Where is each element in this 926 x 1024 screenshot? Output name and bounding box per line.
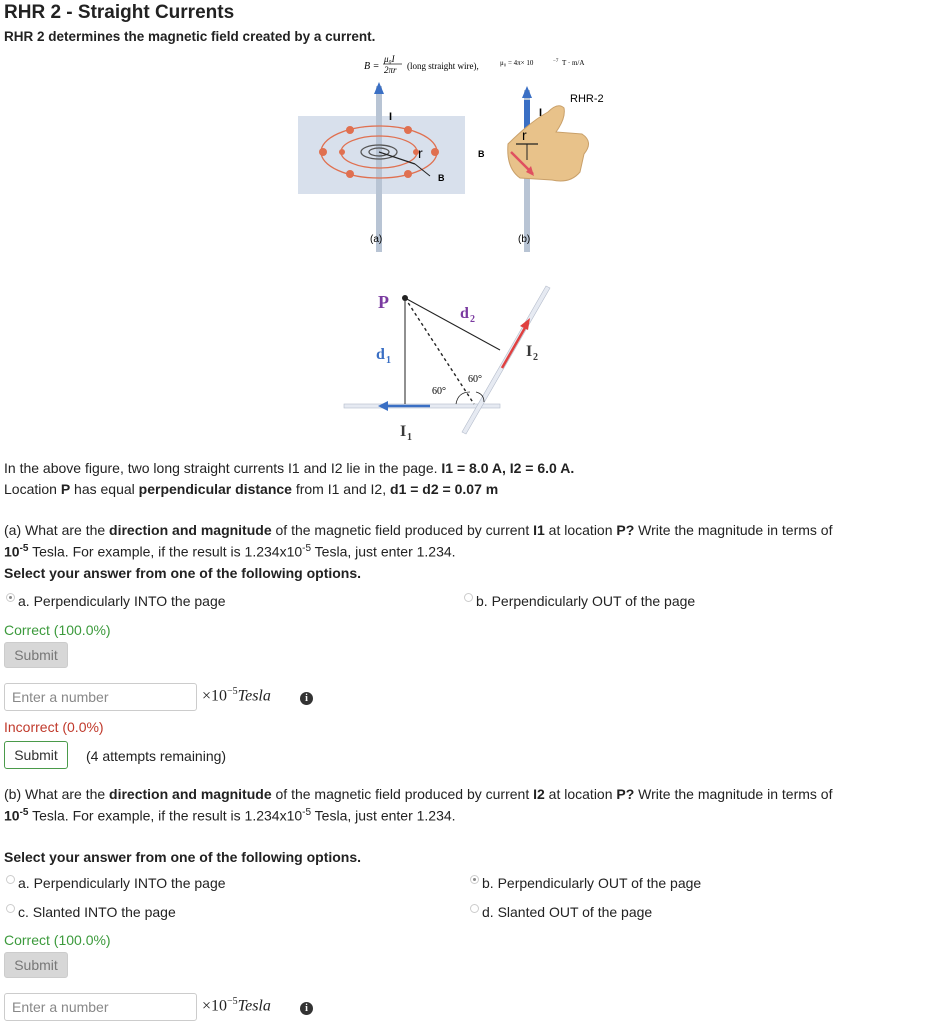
question-b-line-1: (b) What are the direction and magnitude of the magnetic field produced by current I2 at location P? Write the magnitude in terms of — [4, 786, 833, 802]
mu0-value: μ₀ = 4π× 10 — [500, 59, 534, 67]
status-a-direction: Correct (100.0%) — [4, 622, 111, 638]
page-title: RHR 2 - Straight Currents — [4, 2, 235, 23]
rhr-figure — [290, 52, 640, 252]
label-r-b: r — [522, 127, 527, 143]
page-subtitle: RHR 2 determines the magnetic field created by a current. — [4, 29, 376, 44]
label-I-a: I — [389, 111, 393, 123]
label-I2-sub: 2 — [533, 352, 538, 363]
problem-line-1: In the above figure, two long straight currents I1 and I2 lie in the page. I1 = 8.0 A, I2 = 6.0 A. — [4, 460, 575, 476]
label-d1: d — [376, 346, 385, 363]
info-icon[interactable]: i — [300, 692, 313, 705]
status-a-magnitude: Incorrect (0.0%) — [4, 719, 104, 735]
label-d2-sub: 2 — [470, 314, 475, 325]
magnitude-a-input[interactable]: Enter a number — [4, 683, 197, 711]
submit-a-direction-button[interactable]: Submit — [4, 642, 68, 668]
select-prompt-a: Select your answer from one of the following options. — [4, 565, 362, 581]
label-d2: d — [460, 305, 469, 322]
mu0-unit: T · m/A — [562, 59, 585, 67]
label-B-b: B — [478, 149, 485, 159]
radio-a-option-b[interactable] — [464, 593, 473, 602]
currents-diagram — [330, 280, 570, 450]
label-I2: I — [526, 343, 533, 360]
option-a-b-label[interactable]: b. Perpendicularly OUT of the page — [476, 593, 696, 609]
unit-a: $\times 10^{-5}Tesla$ — [202, 686, 271, 705]
radio-b-option-c[interactable] — [6, 904, 15, 913]
rhr-diagram — [290, 52, 640, 252]
option-b-c-label[interactable]: c. Slanted INTO the page — [18, 904, 176, 920]
angle-right: 60° — [468, 374, 482, 385]
hand — [508, 106, 589, 181]
current-arrow-I1 — [378, 401, 388, 411]
rhr-label: RHR-2 — [570, 93, 604, 105]
label-I1-sub: 1 — [407, 432, 412, 443]
option-b-a-label[interactable]: a. Perpendicularly INTO the page — [18, 875, 226, 891]
angle-left: 60° — [432, 386, 446, 397]
option-b-d-label[interactable]: d. Slanted OUT of the page — [482, 904, 653, 920]
current-arrow-a — [374, 82, 384, 94]
magnitude-b-input[interactable]: Enter a number — [4, 993, 197, 1021]
unit-b: $\times 10^{-5}Tesla$ — [202, 996, 271, 1015]
formula-description: (long straight wire), — [407, 61, 479, 71]
problem-line-2: Location P has equal perpendicular distance from I1 and I2, d1 = d2 = 0.07 m — [4, 481, 499, 497]
option-a-a-label[interactable]: a. Perpendicularly INTO the page — [18, 593, 226, 609]
submit-b-direction-button[interactable]: Submit — [4, 952, 68, 978]
question-a-line-2: $10^{-5}$ Tesla. For example, if the result is $1.234x10^{-5}$ Tesla, just enter 1.234. — [4, 543, 456, 560]
select-prompt-b: Select your answer from one of the following options. — [4, 849, 362, 865]
formula-denominator: 2πr — [384, 65, 397, 75]
label-I-b: I — [539, 107, 543, 119]
formula-B: B = — [364, 61, 380, 72]
currents-figure — [330, 280, 570, 450]
caption-a: (a) — [370, 234, 383, 245]
label-I1: I — [400, 423, 407, 440]
radio-b-option-a[interactable] — [6, 875, 15, 884]
radio-b-option-d[interactable] — [470, 904, 479, 913]
option-b-b-label[interactable]: b. Perpendicularly OUT of the page — [482, 875, 702, 891]
label-B-a: B — [438, 173, 445, 183]
status-b-direction: Correct (100.0%) — [4, 932, 111, 948]
question-a-line-1: (a) What are the direction and magnitude of the magnetic field produced by current I1 at location P? Write the magnitude in terms of — [4, 522, 833, 538]
question-b-line-2: $10^{-5}$ Tesla. For example, if the result is $1.234x10^{-5}$ Tesla, just enter 1.234. — [4, 807, 456, 824]
current-arrow-b — [522, 86, 532, 98]
mu0-exponent: −7 — [553, 59, 559, 64]
label-r-a: r — [418, 145, 423, 161]
label-P: P — [378, 292, 389, 312]
radio-a-option-a[interactable] — [6, 593, 15, 602]
caption-b: (b) — [518, 234, 531, 245]
formula-numerator: μ₀I — [384, 54, 395, 64]
radio-b-option-b[interactable] — [470, 875, 479, 884]
wire-a — [376, 86, 382, 252]
attempts-remaining: (4 attempts remaining) — [86, 748, 227, 764]
info-icon-b[interactable]: i — [300, 1002, 313, 1015]
label-d1-sub: 1 — [386, 355, 391, 366]
submit-a-magnitude-button[interactable]: Submit — [4, 741, 68, 769]
